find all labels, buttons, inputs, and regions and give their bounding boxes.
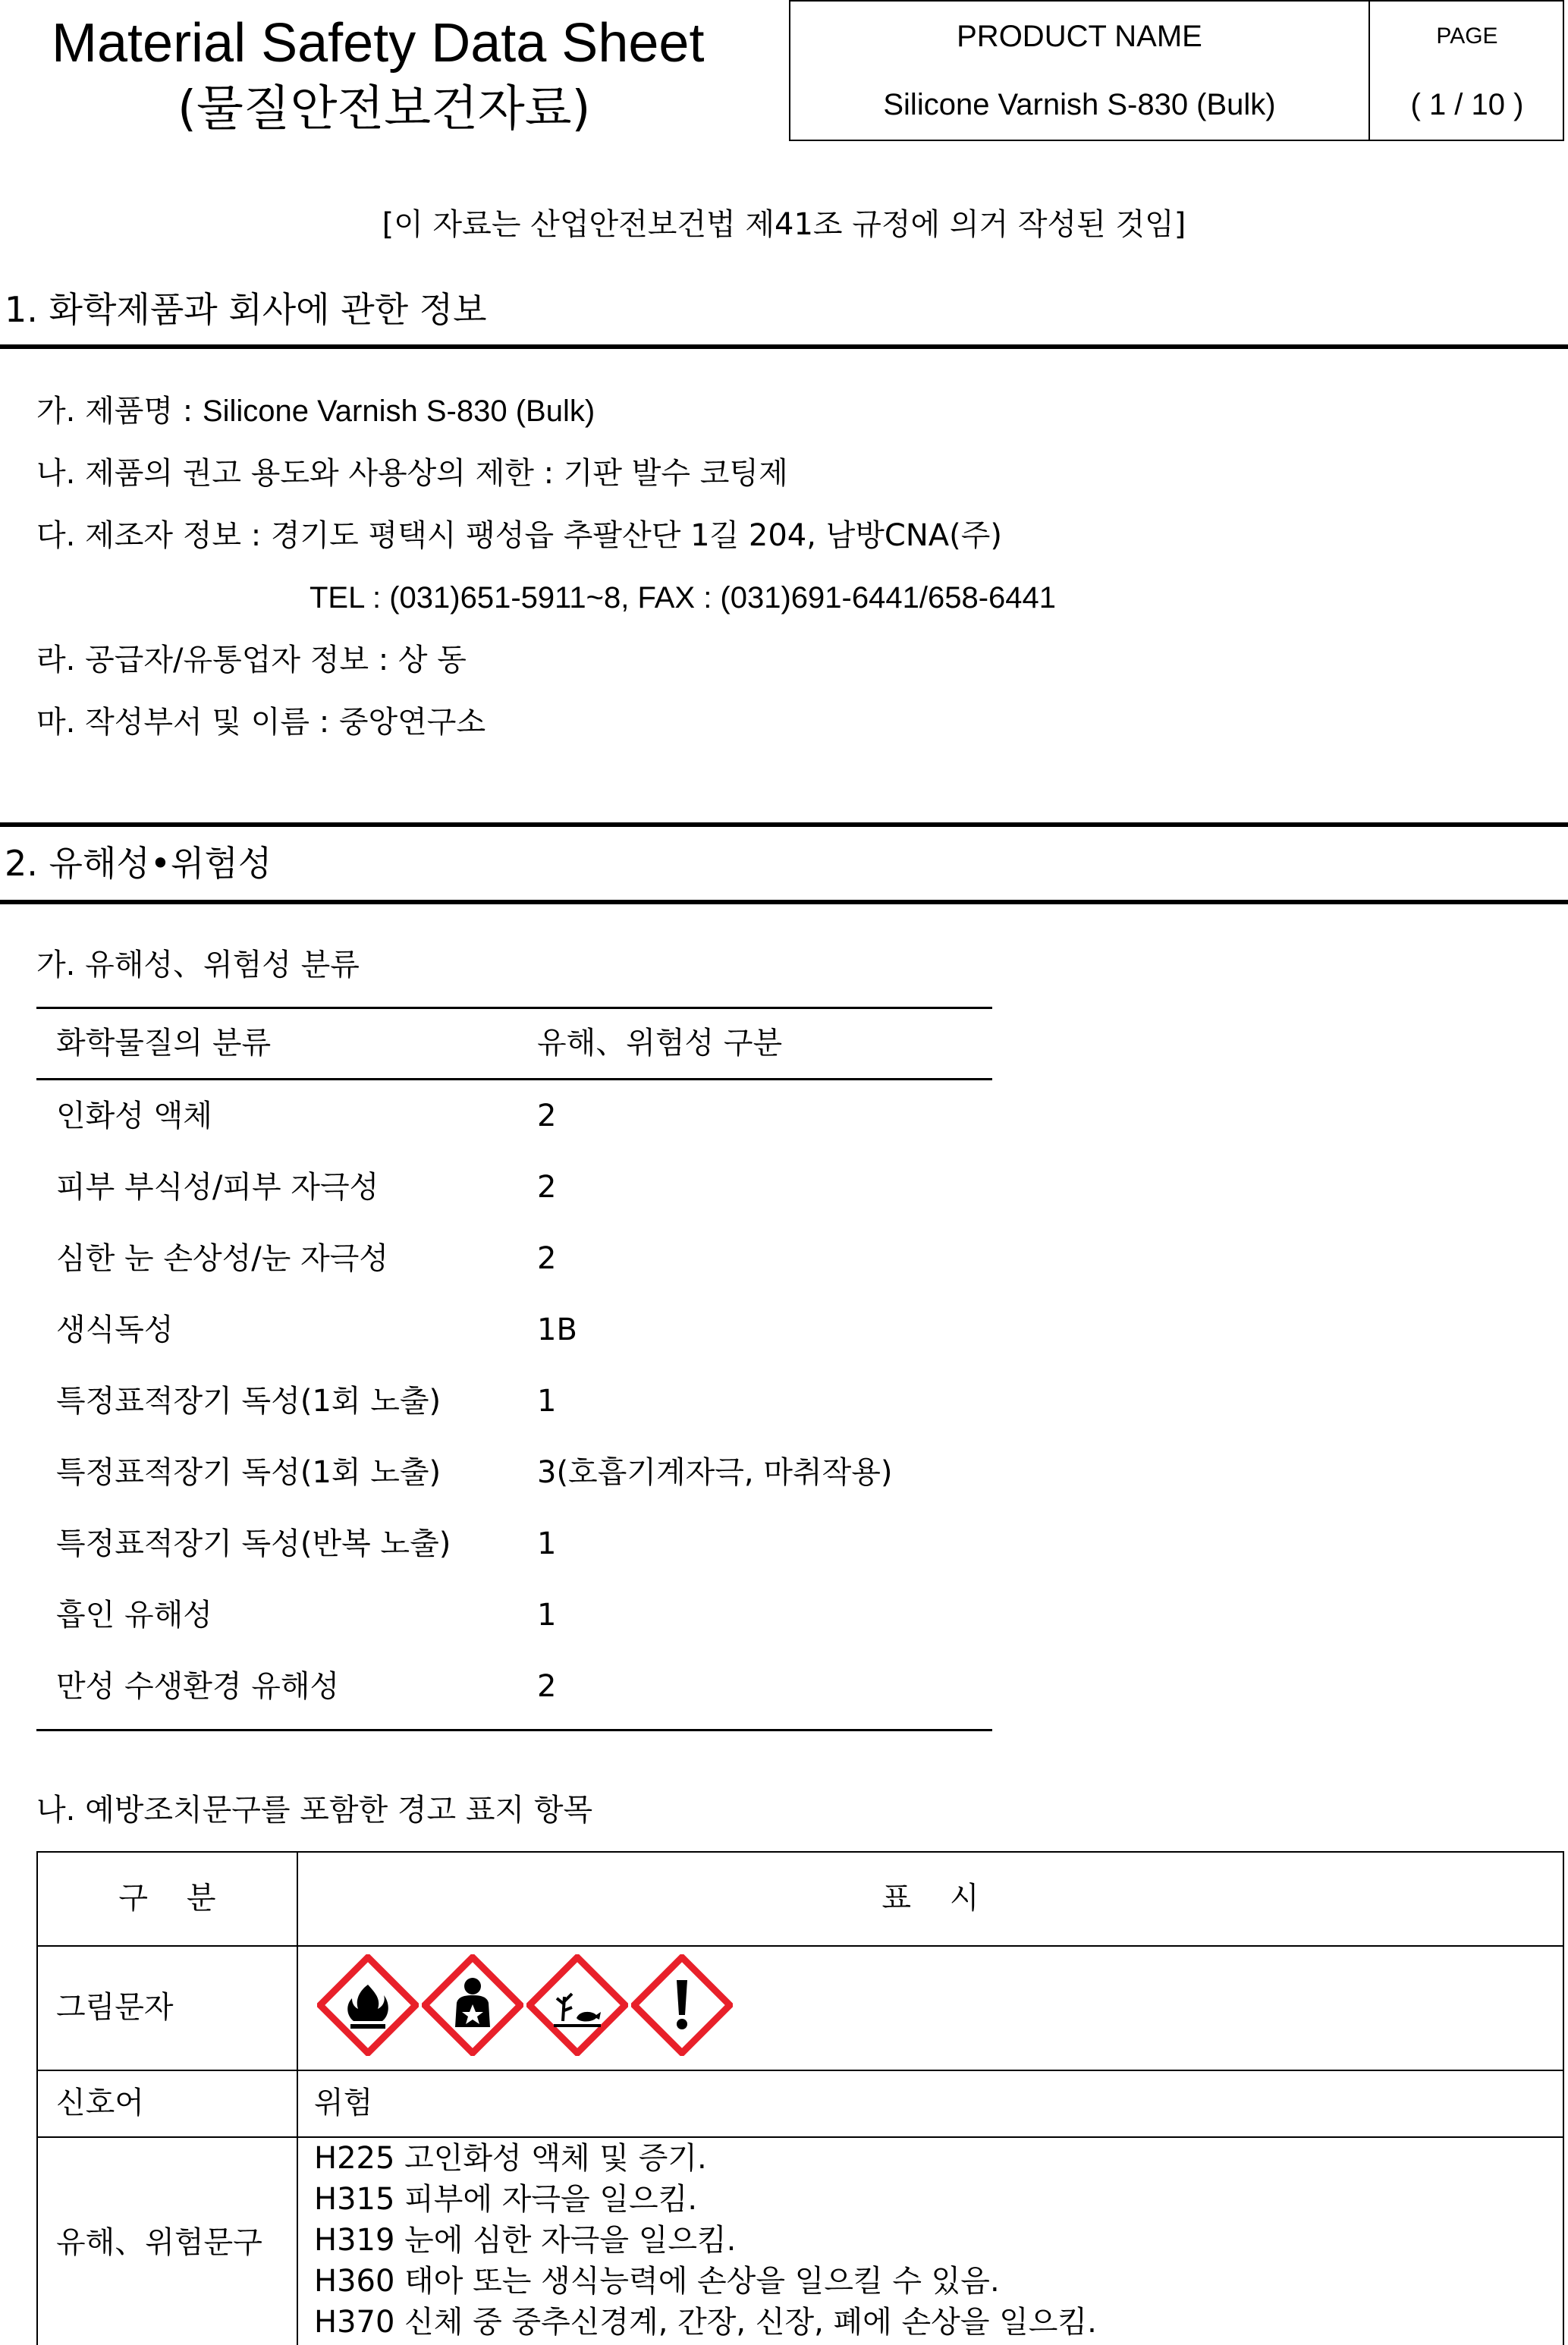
category-cell: 1 [537,1384,557,1419]
label-table-rule [38,2070,1563,2071]
category-cell: 2 [537,1170,557,1205]
product-name-label: PRODUCT NAME [957,20,1202,53]
label-elements-table [36,1851,1564,2345]
hazard-statement: H370 신체 중 중추신경계, 간장, 신장, 폐에 손상을 일으킴. [314,2305,1097,2340]
hazard-statement: H315 피부에 자극을 일으킴. [314,2182,698,2217]
product-name-line-label: 가. 제품명 : [36,394,193,429]
table-row [36,1151,992,1222]
signal-word-value: 위험 [314,2086,373,2120]
category-cell: 3(호흡기계자극, 마취작용) [537,1455,893,1490]
table-header-row [36,1007,992,1078]
table-row [36,1436,992,1507]
hazard-statement: H225 고인화성 액체 및 증기. [314,2141,707,2176]
section-2-title: 2. 유해성•위험성 [5,843,272,884]
classification-cell: 특정표적장기 독성(1회 노출) [56,1455,441,1490]
legal-notice: [이 자료는 산업안전보건법 제41조 규정에 의거 작성된 것임] [382,207,1186,242]
classification-cell: 흡인 유해성 [56,1598,212,1633]
label-table-divider [297,1853,298,2345]
label-table-rule [38,1945,1563,1947]
category-cell: 1 [537,1598,557,1633]
section-1-rule [0,344,1568,349]
table-row [36,1080,992,1151]
hazard-statement: H360 태아 또는 생식능력에 손상을 일으킬 수 있음. [314,2264,1000,2299]
classification-cell: 심한 눈 손상성/눈 자극성 [56,1241,389,1276]
table-row [36,1294,992,1365]
manufacturer-line: 다. 제조자 정보 : 경기도 평택시 팽성읍 추팔산단 1길 204, 남방CNA(주) [36,518,1002,553]
label-table-rule [38,2136,1563,2138]
section-1-title: 1. 화학제품과 회사에 관한 정보 [5,289,487,330]
hazard-statements-label: 유해、위험문구 [56,2225,262,2260]
classification-cell: 특정표적장기 독성(1회 노출) [56,1384,441,1419]
classification-cell: 인화성 액체 [56,1099,212,1133]
product-name-line [36,390,595,432]
product-name-value: Silicone Varnish S-830 (Bulk) [883,88,1276,121]
table-row [36,1650,992,1721]
classification-cell: 특정표적장기 독성(반복 노출) [56,1526,451,1561]
pictogram-label: 그림문자 [56,1990,174,2025]
column-header-category: 유해、위험성 구분 [537,1026,783,1061]
table-row [36,1579,992,1650]
category-cell: 2 [537,1669,557,1704]
label-heading: 나. 예방조치문구를 포함한 경고 표지 항목 [36,1793,593,1828]
column-header-classification: 화학물질의 분류 [56,1026,272,1061]
category-cell: 1 [537,1526,557,1561]
category-cell: 1B [537,1312,577,1347]
page-number: ( 1 / 10 ) [1410,88,1524,121]
hazard-statement: H319 눈에 심한 자극을 일으킴. [314,2223,737,2258]
table-row [36,1222,992,1294]
flame-icon [317,1954,419,2056]
signal-word-label: 신호어 [56,2086,144,2120]
classification-cell: 피부 부식성/피부 자극성 [56,1170,379,1205]
section-2-rule [0,900,1568,904]
classification-cell: 만성 수생환경 유해성 [56,1669,340,1704]
table-row [36,1507,992,1579]
classification-heading: 가. 유해성、위험성 분류 [36,948,360,982]
author-line: 마. 작성부서 및 이름 : 중앙연구소 [36,705,486,740]
header-info-box [789,0,1564,141]
section-2-top-rule [0,822,1568,827]
label-col2-header: 표 시 [881,1881,979,1916]
label-col1-header: 구 분 [118,1881,216,1916]
exclamation-icon [631,1954,733,2056]
page-label: PAGE [1436,24,1498,49]
category-cell: 2 [537,1241,557,1276]
product-name-line-value: Silicone Varnish S-830 (Bulk) [202,395,595,428]
health-hazard-icon [422,1954,523,2056]
environment-icon [526,1954,628,2056]
table-row [36,1365,992,1436]
document-title: Material Safety Data Sheet [52,13,705,74]
manufacturer-contact: TEL : (031)651-5911~8, FAX : (031)691-6441/658-6441 [310,581,1057,615]
supplier-line: 라. 공급자/유통업자 정보 : 상 동 [36,643,467,677]
category-cell: 2 [537,1099,557,1133]
table-bottom-rule [36,1729,992,1731]
classification-cell: 생식독성 [56,1312,174,1347]
usage-line: 나. 제품의 권고 용도와 사용상의 제한 : 기판 발수 코팅제 [36,456,788,491]
document-title-korean: (물질안전보건자료) [178,81,591,137]
